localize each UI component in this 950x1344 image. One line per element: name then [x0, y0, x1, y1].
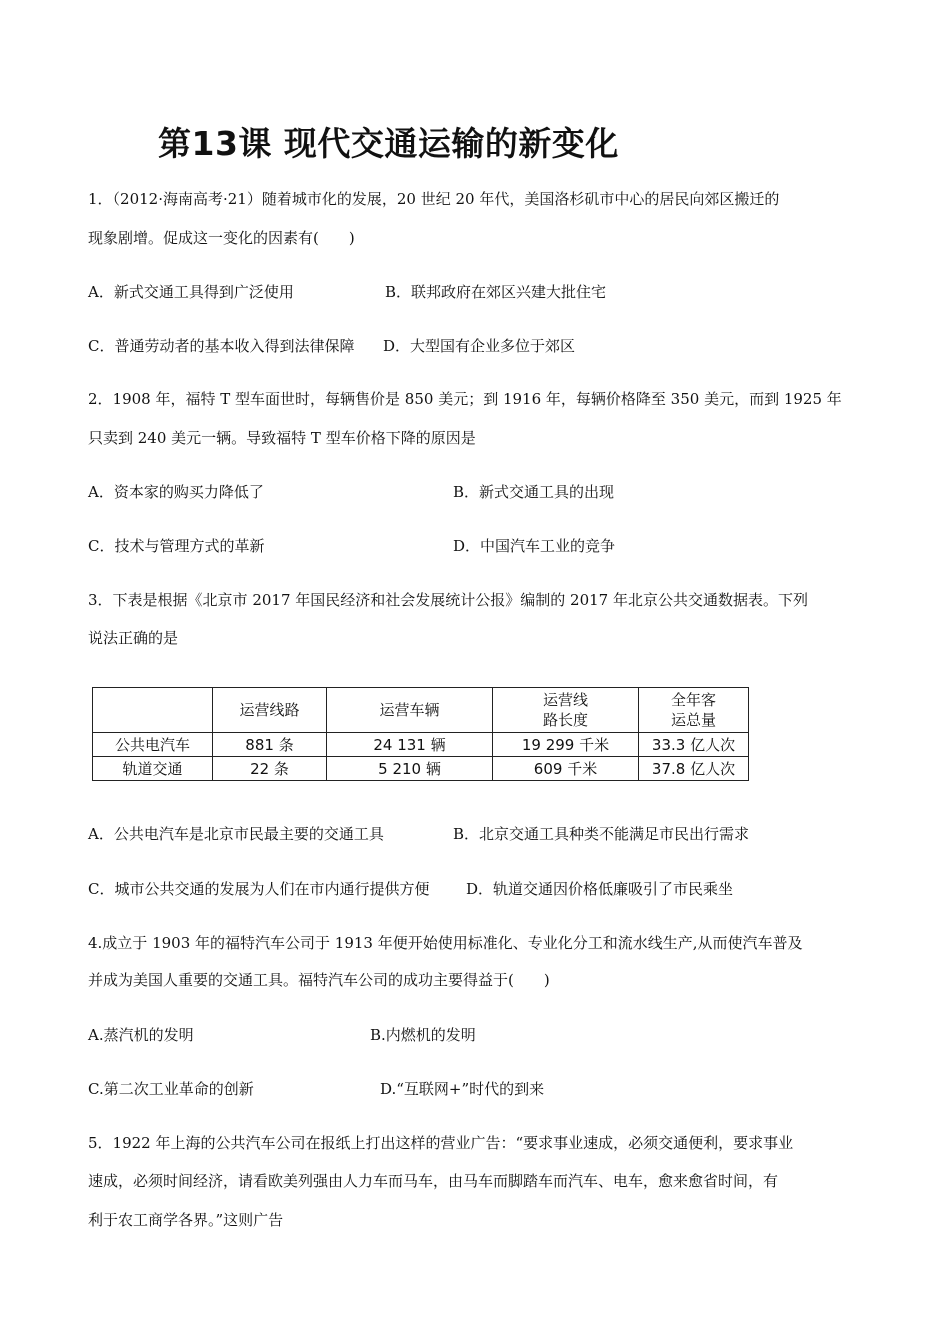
table-cell: 公共电汽车	[93, 733, 213, 757]
q4-stem-line2: 并成为美国人重要的交通工具。福特汽车公司的成功主要得益于( )	[88, 971, 550, 989]
q1-option-d: D．大型国有企业多位于郊区	[383, 337, 576, 355]
table-header-cell: 运营线 路长度	[493, 688, 639, 733]
q1-option-a: A．新式交通工具得到广泛使用	[88, 283, 294, 301]
table-row	[93, 757, 749, 781]
q2-stem-line2: 只卖到 240 美元一辆。导致福特 T 型车价格下降的原因是	[88, 429, 476, 447]
table-header-cell: 运营车辆	[327, 688, 493, 733]
q4-option-d: D.“互联网+”时代的到来	[380, 1080, 545, 1098]
q2-option-b: B．新式交通工具的出现	[453, 483, 615, 501]
q5-stem-line2: 速成，必须时间经济，请看欧美列强由人力车而马车，由马车而脚踏车而汽车、电车，愈来愈省时间，有	[88, 1172, 779, 1190]
q3-option-a: A．公共电汽车是北京市民最主要的交通工具	[88, 825, 384, 843]
q4-option-c: C.第二次工业革命的创新	[88, 1080, 254, 1098]
q1-option-c: C．普通劳动者的基本收入得到法律保障	[88, 337, 355, 355]
q1-stem-line2: 现象剧增。促成这一变化的因素有( )	[88, 229, 355, 247]
q5-stem-line1: 5．1922 年上海的公共汽车公司在报纸上打出这样的营业广告：“要求事业速成，必须交通便利，要求事业	[88, 1134, 794, 1152]
q5-stem-line3: 利于农工商学各界。”这则广告	[88, 1211, 284, 1229]
table-cell: 22 条	[213, 757, 327, 781]
page-title: 第13课 现代交通运输的新变化	[158, 124, 619, 163]
table-header-cell: 全年客 运总量	[639, 688, 749, 733]
table-cell: 37.8 亿人次	[639, 757, 749, 781]
q3-option-c: C．城市公共交通的发展为人们在市内通行提供方便	[88, 880, 430, 898]
q4-stem-line1: 4.成立于 1903 年的福特汽车公司于 1913 年便开始使用标准化、专业化分工和流水线生产,从而使汽车普及	[88, 934, 803, 952]
q2-option-a: A．资本家的购买力降低了	[88, 483, 264, 501]
table-cell: 5 210 辆	[327, 757, 493, 781]
table-cell: 881 条	[213, 733, 327, 757]
q1-option-b: B．联邦政府在郊区兴建大批住宅	[385, 283, 607, 301]
table-cell: 33.3 亿人次	[639, 733, 749, 757]
table-cell: 轨道交通	[93, 757, 213, 781]
table-row	[93, 733, 749, 757]
transit-data-table	[92, 687, 749, 781]
q3-option-d: D．轨道交通因价格低廉吸引了市民乘坐	[466, 880, 734, 898]
q1-stem-line1: 1．（2012·海南高考·21）随着城市化的发展，20 世纪 20 年代，美国洛杉矶市中心的居民向郊区搬迁的	[88, 190, 780, 208]
q2-option-d: D．中国汽车工业的竞争	[453, 537, 616, 555]
table-cell: 24 131 辆	[327, 733, 493, 757]
q4-option-a: A.蒸汽机的发明	[88, 1026, 194, 1044]
table-cell: 609 千米	[493, 757, 639, 781]
q4-option-b: B.内燃机的发明	[370, 1026, 476, 1044]
table-header-row	[93, 688, 749, 733]
q2-stem-line1: 2．1908 年，福特 T 型车面世时，每辆售价是 850 美元；到 1916 年，每辆价格降至 350 美元，而到 1925 年	[88, 390, 842, 408]
table-header-cell: 运营线路	[213, 688, 327, 733]
table-cell: 19 299 千米	[493, 733, 639, 757]
q3-option-b: B．北京交通工具种类不能满足市民出行需求	[453, 825, 750, 843]
q3-stem-line2: 说法正确的是	[88, 629, 179, 647]
table-header-cell	[93, 688, 213, 733]
q2-option-c: C．技术与管理方式的革新	[88, 537, 265, 555]
q3-stem-line1: 3．下表是根据《北京市 2017 年国民经济和社会发展统计公报》编制的 2017 年北京公共交通数据表。下列	[88, 591, 808, 609]
